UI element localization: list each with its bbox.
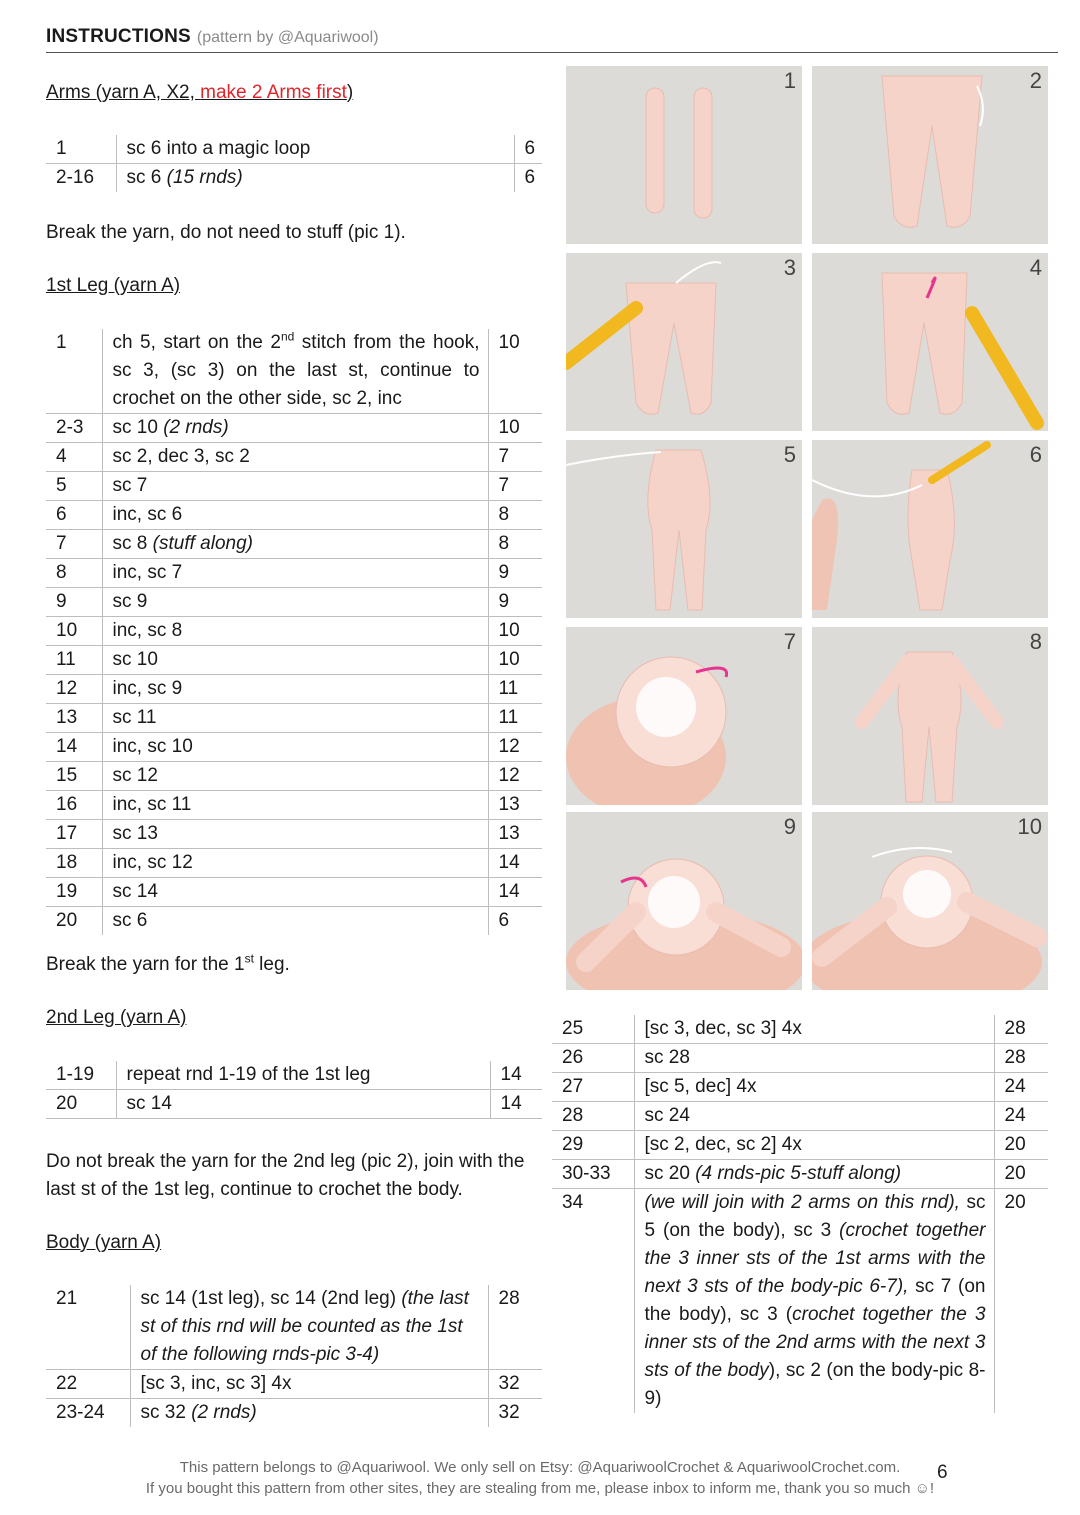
- round-instruction: [130, 1370, 488, 1399]
- stitch-count: 28: [994, 1015, 1048, 1044]
- round-number: 34: [562, 1192, 584, 1213]
- page-subtitle: (pattern by @Aquariwool): [196, 29, 379, 46]
- table-row: [46, 329, 542, 414]
- instruction-text: sc 14 (1st leg), sc 14 (2nd leg): [140, 1288, 402, 1309]
- stitch-count: 6: [514, 135, 542, 164]
- instruction-note: (4 rnds-pic 5-stuff along): [695, 1163, 902, 1184]
- stitch-count: 7: [488, 443, 542, 472]
- round-instruction: repeat rnd 1-19 of the 1st leg: [116, 1061, 490, 1090]
- round-number: 21: [46, 1285, 130, 1370]
- photo-6: [812, 440, 1048, 618]
- stitch-count: 10: [488, 646, 542, 675]
- round-instruction: [102, 849, 488, 878]
- instruction-note-3: crochet together the 3 inner sts of the 2nd arms with the next 3 sts of the body: [644, 1304, 986, 1381]
- photo-3-image: [566, 253, 802, 431]
- table-row: [46, 675, 542, 704]
- stitch-count: 32: [488, 1399, 542, 1428]
- round-number: 10: [46, 617, 102, 646]
- round-instruction: [634, 1073, 994, 1102]
- body-table: [46, 1285, 542, 1427]
- table-row: [46, 414, 542, 443]
- instruction-text-3: ), sc 2 (on the body-pic 8-9): [644, 1360, 986, 1409]
- instruction-text: ch 5, start on the 2: [112, 332, 281, 353]
- instruction-text: inc, sc 6: [112, 504, 183, 525]
- stitch-count: 20: [994, 1131, 1048, 1160]
- round-number: 25: [552, 1015, 634, 1044]
- table-row: [46, 1061, 542, 1090]
- page-title: INSTRUCTIONS: [46, 26, 191, 47]
- instruction-note: (2 rnds): [191, 1402, 257, 1423]
- table-row: [46, 704, 542, 733]
- stitch-count: 14: [490, 1061, 542, 1090]
- photo-10: [812, 812, 1048, 990]
- round-number: 1: [46, 135, 116, 164]
- instruction-text: inc, sc 11: [112, 794, 192, 815]
- photo-1-image: [566, 66, 802, 244]
- page-header: [46, 26, 1058, 53]
- round-number: 14: [46, 733, 102, 762]
- instruction-text: sc 5 (on the body), sc 3: [644, 1192, 986, 1241]
- round-number: 26: [552, 1044, 634, 1073]
- table-row: [552, 1131, 1048, 1160]
- table-row: [46, 733, 542, 762]
- leg2-table: [46, 1061, 542, 1119]
- round-number: 23-24: [56, 1402, 105, 1423]
- stitch-count: 13: [488, 791, 542, 820]
- round-number: 27: [552, 1073, 634, 1102]
- stitch-count: 20: [994, 1189, 1048, 1414]
- table-row: [46, 791, 542, 820]
- photo-number: 1: [783, 68, 796, 93]
- leg1-heading: 1st Leg (yarn A): [46, 275, 181, 296]
- arms-heading-close: ): [346, 82, 354, 103]
- stitch-count: 10: [488, 414, 542, 443]
- round-number: 1: [46, 329, 102, 414]
- stitch-count: 12: [488, 762, 542, 791]
- instruction-text: sc 13: [112, 823, 158, 844]
- round-instruction: [634, 1131, 994, 1160]
- body-heading: Body (yarn A): [46, 1232, 162, 1253]
- photo-number: 10: [1017, 814, 1042, 839]
- photo-8-image: [812, 627, 1048, 805]
- round-instruction: [102, 762, 488, 791]
- photo-7-image: [566, 627, 802, 805]
- instruction-text: sc 14: [112, 881, 158, 902]
- table-row: [46, 820, 542, 849]
- stitch-count: 6: [514, 164, 542, 193]
- round-instruction: [102, 559, 488, 588]
- photo-10-image: [812, 812, 1048, 990]
- table-row: [552, 1044, 1048, 1073]
- photo-4-image: [812, 253, 1048, 431]
- stitch-count: 8: [488, 501, 542, 530]
- photo-5: [566, 440, 802, 618]
- round-number: 5: [46, 472, 102, 501]
- stitch-count: 24: [994, 1102, 1048, 1131]
- round-number: 28: [552, 1102, 634, 1131]
- photo-number: 6: [1029, 442, 1042, 467]
- stitch-count: 9: [488, 559, 542, 588]
- round-instruction: [102, 472, 488, 501]
- photo-5-image: [566, 440, 802, 618]
- stitch-count: 24: [994, 1073, 1048, 1102]
- photo-9: [566, 812, 802, 990]
- round-number: 15: [46, 762, 102, 791]
- photo-8: [812, 627, 1048, 805]
- stitch-count: 13: [488, 820, 542, 849]
- instruction-text: inc, sc 12: [112, 852, 193, 873]
- instruction-text: [sc 3, inc, sc 3] 4x: [140, 1373, 292, 1394]
- table-row: [46, 559, 542, 588]
- instruction-text: sc 10: [112, 417, 158, 438]
- table-row: [46, 472, 542, 501]
- round-instruction: [634, 1160, 994, 1189]
- stitch-count: 14: [488, 849, 542, 878]
- instruction-text: inc, sc 8: [112, 620, 183, 641]
- instruction-text: sc 7: [112, 475, 148, 496]
- page-number: 6: [937, 1462, 948, 1483]
- round-instruction: [102, 704, 488, 733]
- stitch-count: 9: [488, 588, 542, 617]
- photo-4: [812, 253, 1048, 431]
- round-instruction: [116, 164, 514, 193]
- photo-number: 8: [1029, 629, 1042, 654]
- round-instruction: [102, 733, 488, 762]
- table-row: [46, 135, 542, 164]
- instruction-note-2: (crochet together the 3 inner sts of the 1st arms with the next 3 sts of the body-pic 6-7),: [644, 1220, 986, 1297]
- instruction-text: inc, sc 10: [112, 736, 193, 757]
- stitch-count: 32: [488, 1370, 542, 1399]
- table-row: [46, 1370, 542, 1399]
- instruction-text: inc, sc 7: [112, 562, 183, 583]
- table-row: [552, 1073, 1048, 1102]
- round-number: 1-19: [46, 1061, 116, 1090]
- round-number: 11: [46, 646, 102, 675]
- instruction-text-cont: stitch from the hook, sc 3, (sc 3) on the last st, continue to crochet on the other side, sc 2, inc: [112, 332, 480, 409]
- photo-number: 4: [1029, 255, 1042, 280]
- stitch-count: 11: [488, 675, 542, 704]
- instruction-note: (2 rnds): [163, 417, 229, 438]
- stitch-count: 10: [488, 329, 542, 414]
- instruction-note: (the last st of this rnd will be counted as the 1st of the following rnds-pic 3-4): [140, 1288, 469, 1365]
- round-instruction: [130, 1399, 488, 1428]
- round-instruction: sc 14: [116, 1090, 490, 1119]
- instruction-text: sc 6: [126, 167, 162, 188]
- leg2-note: Do not break the yarn for the 2nd leg (pic 2), join with the last st of the 1st leg, continue to crochet the body.: [46, 1151, 525, 1200]
- round-number: 16: [46, 791, 102, 820]
- stitch-count: 28: [994, 1044, 1048, 1073]
- round-number: 19: [46, 878, 102, 907]
- instruction-text: sc 12: [112, 765, 158, 786]
- instruction-text: sc 20: [644, 1163, 690, 1184]
- round-instruction: [634, 1102, 994, 1131]
- table-row: [46, 849, 542, 878]
- instruction-text: sc 32: [140, 1402, 186, 1423]
- photo-2: [812, 66, 1048, 244]
- table-row: [552, 1102, 1048, 1131]
- photo-6-image: [812, 440, 1048, 618]
- instruction-text-2: sc 7 (on the body), sc 3 (: [644, 1276, 986, 1325]
- round-number: 20: [46, 1090, 116, 1119]
- stitch-count: 14: [490, 1090, 542, 1119]
- photo-number: 5: [783, 442, 796, 467]
- round-number: 18: [46, 849, 102, 878]
- photo-1: [566, 66, 802, 244]
- instruction-note: (stuff along): [152, 533, 253, 554]
- table-row: [46, 443, 542, 472]
- instruction-text: [sc 3, dec, sc 3] 4x: [644, 1018, 802, 1039]
- round-instruction: [634, 1044, 994, 1073]
- arms-heading-red: make 2 Arms first: [200, 82, 347, 103]
- round-number: 22: [46, 1370, 130, 1399]
- photo-number: 2: [1029, 68, 1042, 93]
- round-instruction: [102, 791, 488, 820]
- instruction-text: sc 2, dec 3, sc 2: [112, 446, 250, 467]
- photo-9-image: [566, 812, 802, 990]
- instruction-text: [sc 5, dec] 4x: [644, 1076, 757, 1097]
- ordinal-suffix: nd: [280, 329, 295, 344]
- arms-heading: [46, 82, 353, 104]
- round-instruction: [102, 646, 488, 675]
- instruction-text: sc 10: [112, 649, 158, 670]
- round-instruction: [634, 1189, 994, 1414]
- footer-line-1: [0, 1459, 1080, 1476]
- table-row: [46, 646, 542, 675]
- stitch-count: 20: [994, 1160, 1048, 1189]
- round-number: 13: [46, 704, 102, 733]
- round-number: 17: [46, 820, 102, 849]
- round-number: 8: [46, 559, 102, 588]
- round-number: 2-16: [56, 167, 95, 188]
- round-number: 30-33: [552, 1160, 634, 1189]
- arms-table: [46, 135, 542, 192]
- table-row: [552, 1189, 1048, 1414]
- round-instruction: [102, 675, 488, 704]
- table-row: [46, 1090, 542, 1119]
- leg1-note: [46, 951, 290, 979]
- stitch-count: 12: [488, 733, 542, 762]
- table-row: [46, 1285, 542, 1370]
- round-number: 6: [46, 501, 102, 530]
- instruction-text: sc 24: [644, 1105, 690, 1126]
- table-row: [46, 501, 542, 530]
- round-instruction: [102, 878, 488, 907]
- stitch-count: 28: [488, 1285, 542, 1370]
- footer-line-2: If you bought this pattern from other sites, they are stealing from me, please inbox to inform me, thank you so much ☺!: [145, 1480, 935, 1497]
- table-row: [46, 530, 542, 559]
- instruction-note: (we will join with 2 arms on this rnd),: [644, 1192, 960, 1213]
- note-text: Break the yarn for the 1: [46, 954, 245, 975]
- round-instruction: [634, 1015, 994, 1044]
- photo-7: [566, 627, 802, 805]
- stitch-count: 14: [488, 878, 542, 907]
- round-number: 7: [46, 530, 102, 559]
- table-row: [552, 1015, 1048, 1044]
- instruction-text: sc 9: [112, 591, 148, 612]
- footer-text: This pattern belongs to @Aquariwool. We only sell on Etsy: @AquariwoolCrochet & AquariwoolCrochet.com.: [179, 1459, 901, 1476]
- stitch-count: 7: [488, 472, 542, 501]
- ordinal-suffix: st: [244, 951, 254, 966]
- table-row: [46, 907, 542, 936]
- instruction-text: sc 11: [112, 707, 157, 728]
- round-instruction: [102, 414, 488, 443]
- table-row: [46, 617, 542, 646]
- round-instruction: [102, 907, 488, 936]
- instruction-text: inc, sc 9: [112, 678, 183, 699]
- instruction-text: sc 8: [112, 533, 148, 554]
- stitch-count: 6: [488, 907, 542, 936]
- instruction-text: [sc 2, dec, sc 2] 4x: [644, 1134, 802, 1155]
- leg1-table: [46, 329, 542, 935]
- round-number: 20: [56, 910, 78, 931]
- instruction-text: sc 28: [644, 1047, 690, 1068]
- arms-note: Break the yarn, do not need to stuff (pic 1).: [46, 222, 406, 243]
- note-text-end: leg.: [253, 954, 290, 975]
- instruction-text: sc 6: [112, 910, 148, 931]
- table-row: [46, 878, 542, 907]
- round-instruction: [102, 443, 488, 472]
- body-cont-table: [552, 1015, 1048, 1413]
- round-instruction: [102, 530, 488, 559]
- photo-2-image: [812, 66, 1048, 244]
- stitch-count: 11: [488, 704, 542, 733]
- stitch-count: 8: [488, 530, 542, 559]
- round-instruction: [102, 329, 488, 414]
- photo-3: [566, 253, 802, 431]
- round-instruction: [102, 820, 488, 849]
- round-number: 29: [552, 1131, 634, 1160]
- round-instruction: [130, 1285, 488, 1370]
- stitch-count: 10: [488, 617, 542, 646]
- arms-heading-text: Arms (yarn A, X2,: [46, 82, 201, 103]
- photo-number: 9: [783, 814, 796, 839]
- table-row: [552, 1160, 1048, 1189]
- round-instruction: [102, 501, 488, 530]
- round-instruction: [102, 588, 488, 617]
- table-row: [46, 1399, 542, 1428]
- round-number: 9: [46, 588, 102, 617]
- photo-number: 7: [783, 629, 796, 654]
- round-number: 4: [46, 443, 102, 472]
- table-row: [46, 164, 542, 193]
- round-instruction: sc 6 into a magic loop: [116, 135, 514, 164]
- table-row: [46, 588, 542, 617]
- round-number: 2-3: [46, 414, 102, 443]
- instruction-note: (15 rnds): [166, 167, 243, 188]
- photo-number: 3: [783, 255, 796, 280]
- round-instruction: [102, 617, 488, 646]
- round-number: 12: [46, 675, 102, 704]
- table-row: [46, 762, 542, 791]
- leg2-heading: 2nd Leg (yarn A): [46, 1007, 187, 1028]
